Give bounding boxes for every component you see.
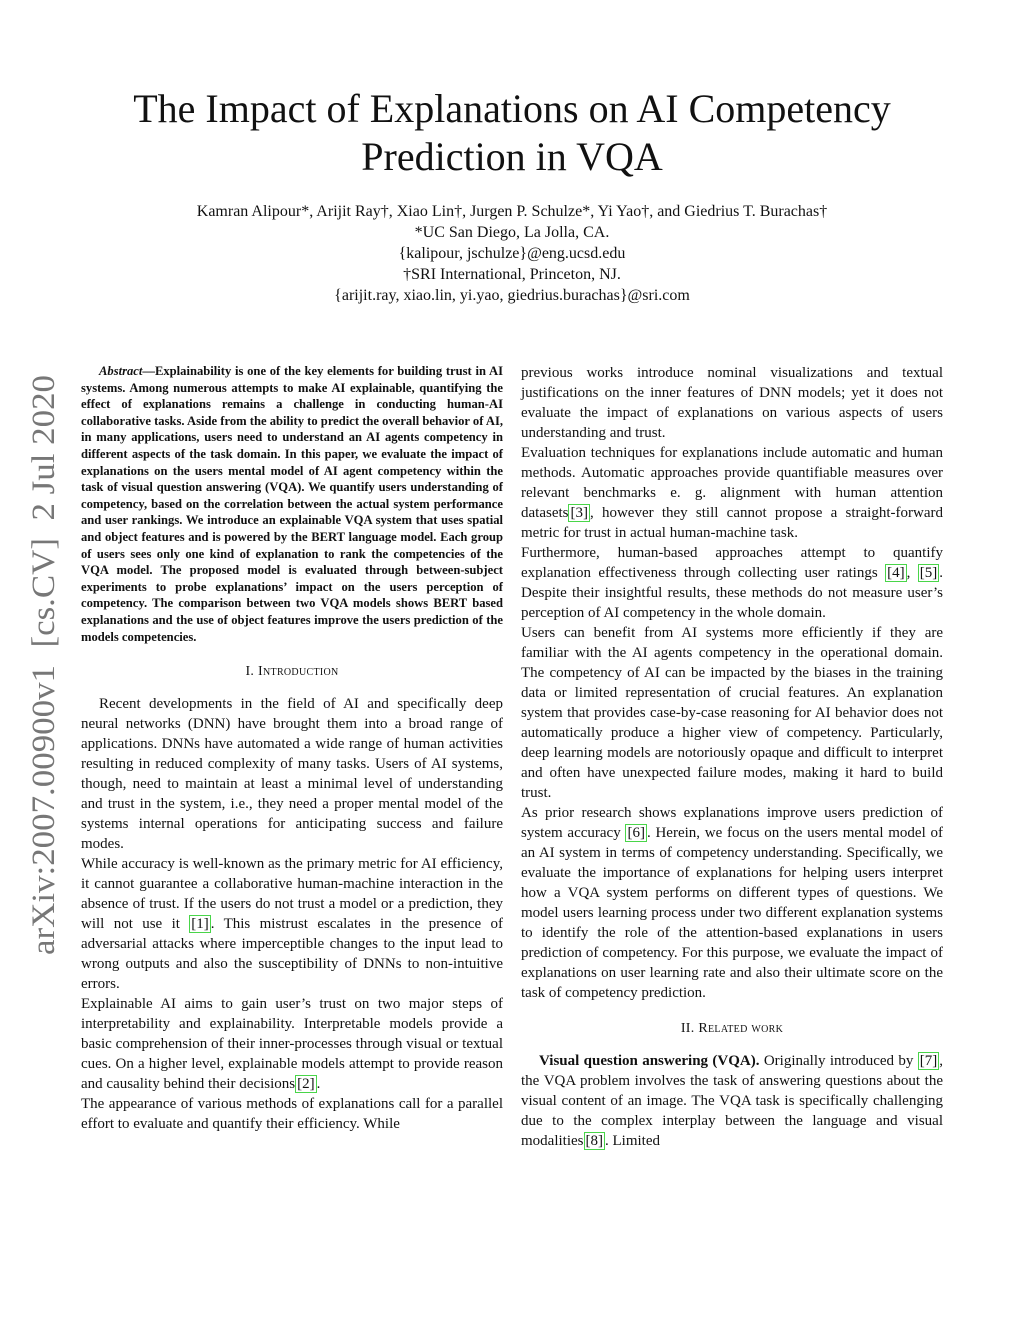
paragraph: previous works introduce nominal visualizations and textual justifications on the inner features of DNN models; yet it does not evaluate the impact of explanations on various aspects of users understanding and trust.: [521, 365, 943, 441]
paragraph: Evaluation techniques for explanations include automatic and human methods. Automatic approaches provide quantifiable measures over relevant benchmarks e. g. alignment with human attention datasets [3] , however they still cannot propose a straight-forward metric for trust in actual human-machine task.: [521, 445, 943, 541]
affiliation-sri: †SRI International, Princeton, NJ.: [403, 266, 621, 283]
section-number: II.: [680, 1021, 695, 1036]
citation-link[interactable]: [4]: [887, 565, 905, 581]
abstract-label: Abstract: [99, 364, 143, 378]
author-block: [0, 201, 1024, 306]
left-column: [81, 363, 503, 1134]
paper-title: [0, 85, 1024, 181]
arxiv-stamp: [22, 370, 62, 960]
section-title: Related work: [698, 1021, 784, 1036]
title-line-1: The Impact of Explanations on AI Competency: [133, 86, 891, 131]
citation-link[interactable]: [6]: [627, 825, 645, 841]
section-heading-introduction: [81, 664, 503, 680]
section-title: Introduction: [258, 664, 339, 680]
arxiv-id-text: arXiv:2007.00900v1 [cs.CV] 2 Jul 2020: [26, 406, 62, 955]
paragraph-lead: Visual question answering (VQA).: [539, 1053, 760, 1069]
citation-link[interactable]: [5]: [919, 565, 938, 581]
paragraph: While accuracy is well-known as the primary metric for AI efficiency, it cannot guarantee a collaborative human-machine interaction in the absence of trust. If the users do not trust a model or a prediction, they will not use it [1] . This mistrust escalates in the presence of adversarial attacks where imperceptible changes to the input lead to wrong outputs and also the susceptibility of DNNs to non-intuitive errors.: [81, 856, 503, 993]
author-list: Kamran Alipour*, Arijit Ray†, Xiao Lin†, Jurgen P. Schulze*, Yi Yao†, and Giedrius T. Burachas†: [196, 203, 828, 220]
section-heading-related-work: [521, 1021, 943, 1037]
paragraph: Furthermore, human-based approaches attempt to quantify explanation effectiveness through collecting user ratings [4] , [5] . Despite their insightful results, these methods do not measure user’s perception of AI competency in the whole domain.: [521, 545, 944, 621]
abstract-text: —Explainability is one of the key elements for building trust in AI systems. Among numerous attempts to make AI explainable, quantifying the effect of explanations remains a challenge in conducting human-AI collaborative tasks. Aside from the ability to predict the overall behavior of AI, in many applications, users need to understand an AI agents competency in different aspects of the task domain. In this paper, we evaluate the impact of explanations on the users mental model of AI agent competency within the task of visual question answering (VQA). We quantify users understanding of competency, based on the correlation between the actual system performance and user rankings. We introduce an explainable VQA system that uses spatial and object features and is powered by the BERT language model. Each group of users sees only one kind of explanation to rank the competencies of the VQA model. The proposed model is evaluated through between-subject experiments to probe explanations’ impact on the users perception of competency. The comparison between two VQA models shows BERT based explanations and the use of object features improve the users prediction of the models competencies.: [81, 364, 503, 644]
citation-link[interactable]: [7]: [919, 1053, 938, 1069]
paragraph: Explainable AI aims to gain user’s trust on two major steps of interpretability and explainability. Interpretable models provide a basic comprehension of their inner-processes through visual or textual cues. On a higher level, explainable models attempt to provide reason and causality behind their decisions [2] .: [81, 996, 503, 1093]
paragraph: Users can benefit from AI systems more efficiently if they are familiar with the AI agents competency in the operational domain. The competency of AI can be impacted by the biases in the training data or limited representation of crucial features. An explanation system that provides case-by-case reasoning for AI behavior does not automatically produce a higher view of competency. Particularly, deep learning models are notoriously opaque and difficult to interpret and often have unexpected failure modes, making it hard to build trust.: [521, 625, 943, 801]
abstract: [81, 363, 503, 645]
emails-sri: {arijit.ray, xiao.lin, yi.yao, giedrius.burachas}@sri.com: [334, 287, 690, 304]
paragraph: Visual question answering (VQA). Originally introduced by [7] , the VQA problem involves the task of answering questions about the visual content of an image. The VQA task is specifically challenging due to the complex interplay between the language and visual modalities [8] . Limited: [521, 1053, 943, 1149]
citation-link[interactable]: [3]: [570, 505, 588, 521]
title-line-2: Prediction in VQA: [361, 134, 663, 179]
paragraph: Recent developments in the field of AI and specifically deep neural networks (DNN) have brought them into a broad range of applications. DNNs have automated a wide range of human activities resulting in reduced complexity of many tasks. Users of AI systems, though, need to maintain at least a minimal level of understanding and trust in the system, i.e., they need a proper mental model of the systems internal operations for anticipating success and failure modes.: [81, 696, 503, 853]
paragraph: The appearance of various methods of explanations call for a parallel effort to evaluate and quantify their efficiency. While: [81, 1096, 503, 1133]
right-column: [521, 363, 943, 1151]
affiliation-ucsd: *UC San Diego, La Jolla, CA.: [414, 224, 610, 241]
citation-link[interactable]: [1]: [191, 916, 209, 933]
citation-link[interactable]: [8]: [585, 1133, 603, 1149]
section-number: I.: [245, 664, 255, 680]
citation-link[interactable]: [2]: [297, 1076, 315, 1093]
emails-ucsd: {kalipour, jschulze}@eng.ucsd.edu: [398, 245, 626, 262]
paragraph: As prior research shows explanations improve users prediction of system accuracy [6] . Herein, we focus on the users mental model of an AI system in terms of competency understanding. Specifically, we evaluate the importance of explanations for helping users interpret how a VQA system performs on different types of questions. We model users learning process under two different explanation systems to identify the role of the attention-based explanations in users prediction of competency. For this purpose, we evaluate the impact of explanations on user learning rate and also their ultimate score on the task of competency prediction.: [521, 805, 944, 1001]
